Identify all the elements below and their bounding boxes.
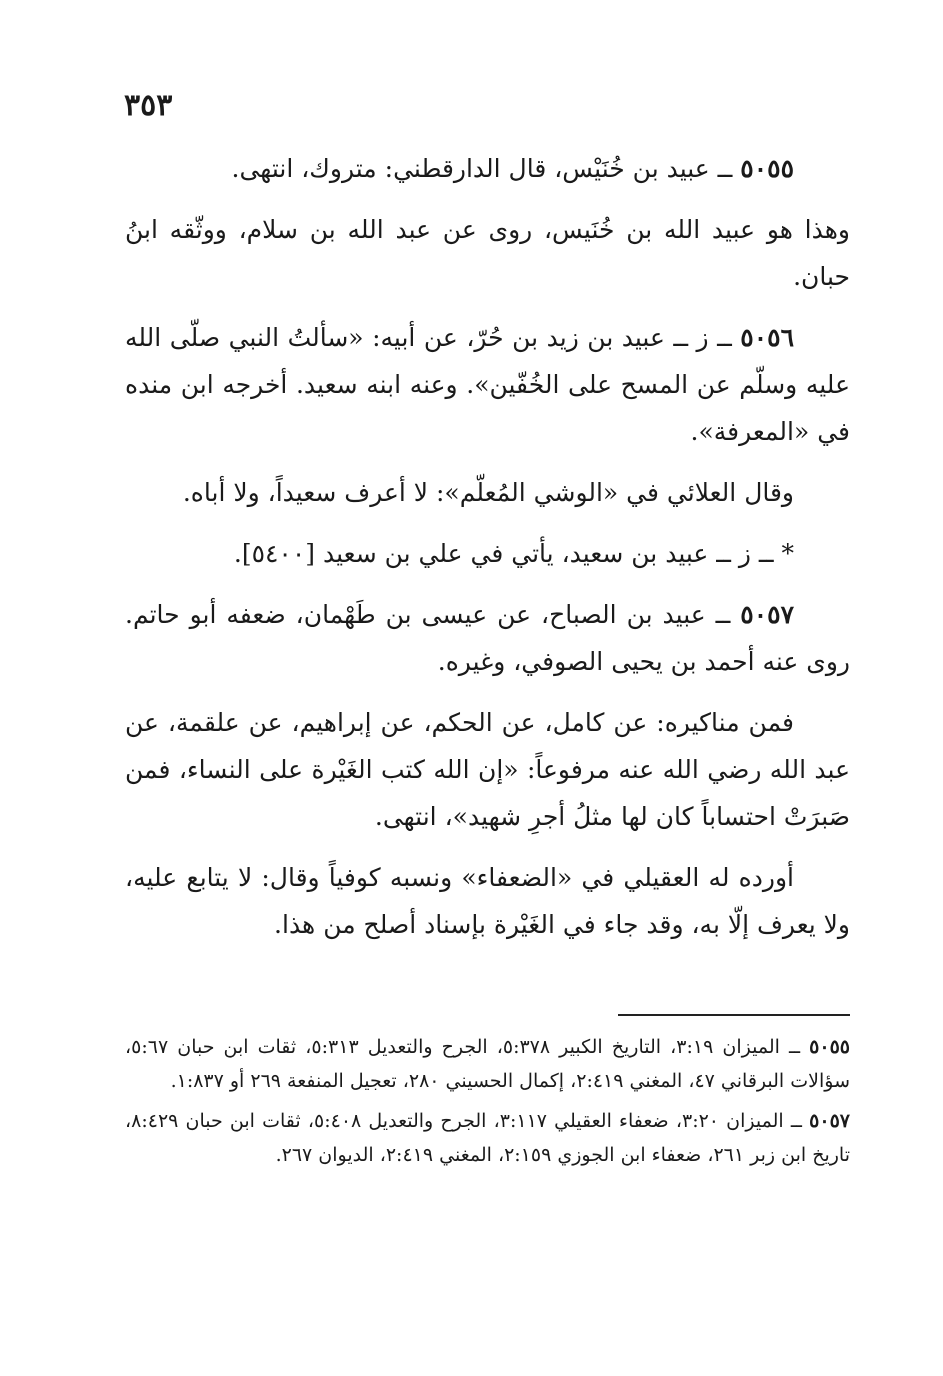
entry-5055 [125, 145, 850, 192]
footnote-number: ٥٠٥٥ [809, 1036, 850, 1058]
paragraph-text: وقال العلائي في «الوشي المُعلّم»: لا أعرف سعيداً، ولا أباه. [182, 478, 794, 507]
footnote-text: ــ الميزان ٣:١٩، التاريخ الكبير ٥:٣٧٨، الجرح والتعديل ٥:٣١٣، ثقات ابن حبان ٥:٦٧، سؤالات البرقاني ٤٧، المغني ٢:٤١٩، إكمال الحسيني ٢٨٠، تعجيل المنفعة ٢٦٩ أو ١:٨٣٧. [125, 1036, 850, 1092]
footnotes [125, 1030, 850, 1178]
footnote-5057 [125, 1104, 850, 1172]
cross-reference [125, 530, 850, 577]
paragraph-text: فمن مناكيره: عن كامل، عن الحكم، عن إبراهيم، عن علقمة، عن عبد الله رضي الله عنه مرفوعاً: «إن الله كتب الغَيْرة على النساء، فمن صَبرَتْ احتساباً كان لها مثلُ أجرِ شهيد»، انتهى. [125, 708, 850, 831]
footnote-number: ٥٠٥٧ [809, 1110, 850, 1132]
paragraph-text: أورده له العقيلي في «الضعفاء» ونسبه كوفياً وقال: لا يتابع عليه، ولا يعرف إلّا به، وقد جاء في الغَيْرة بإسناد أصلح من هذا. [125, 863, 850, 939]
main-text [125, 145, 850, 962]
page-number: ٣٥٣ [124, 88, 173, 123]
entry-number: ٥٠٥٦ [740, 323, 794, 352]
paragraph-text: * ــ ز ــ عبيد بن سعيد، يأتي في علي بن سعيد [٥٤٠٠]. [233, 539, 794, 568]
paragraph [125, 469, 850, 516]
entry-number: ٥٠٥٥ [740, 154, 794, 183]
footnote-text: ــ الميزان ٣:٢٠، ضعفاء العقيلي ٣:١١٧، الجرح والتعديل ٥:٤٠٨، ثقات ابن حبان ٨:٤٢٩، تاريخ ابن زبر ٢٦١، ضعفاء ابن الجوزي ٢:١٥٩، المغني ٢:٤١٩، الديوان ٢٦٧. [125, 1110, 850, 1166]
entry-text: ــ عبيد بن خُنَيْس، قال الدارقطني: متروك، انتهى. [231, 154, 741, 183]
paragraph-text: وهذا هو عبيد الله بن خُنَيس، روى عن عبد الله بن سلام، ووثّقه ابنُ حبان. [125, 215, 850, 291]
footnote-divider [618, 1014, 850, 1016]
paragraph [125, 699, 850, 840]
footnote-5055 [125, 1030, 850, 1098]
entry-text: ــ ز ــ عبيد بن زيد بن حُرّ، عن أبيه: «سألتُ النبي صلّى الله عليه وسلّم عن المسح على الخُفّين». وعنه ابنه سعيد. أخرجه ابن منده في «المعرفة». [125, 323, 850, 446]
entry-text: ــ عبيد بن الصباح، عن عيسى بن طَهْمان، ضعفه أبو حاتم. روى عنه أحمد بن يحيى الصوفي، وغيره. [125, 600, 850, 676]
entry-number: ٥٠٥٧ [740, 600, 794, 629]
entry-5056 [125, 314, 850, 455]
entry-5057 [125, 591, 850, 685]
paragraph [125, 206, 850, 300]
paragraph [125, 854, 850, 948]
